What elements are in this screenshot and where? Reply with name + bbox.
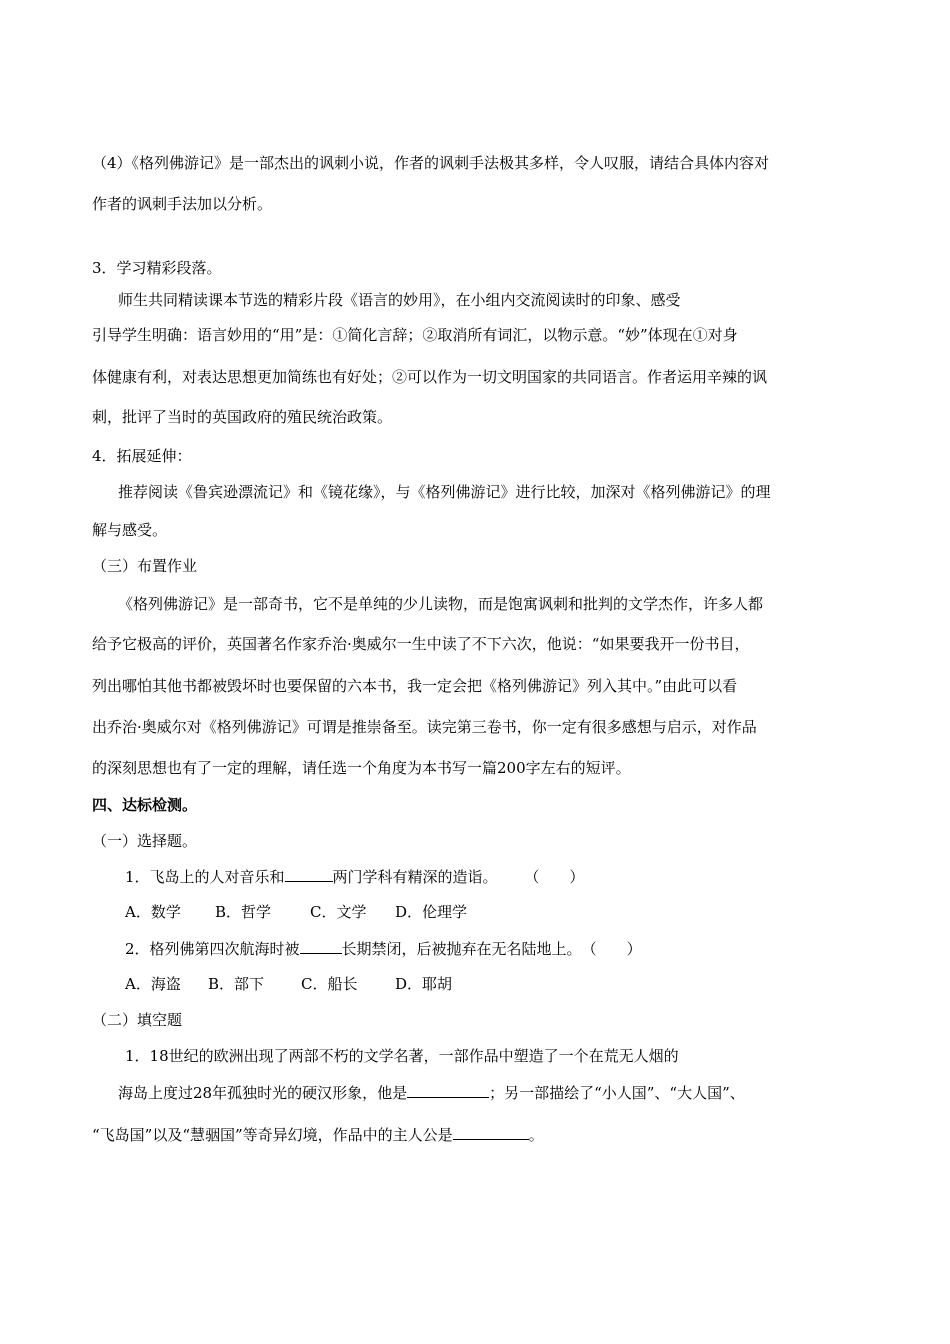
choice-heading: （一）选择题。	[92, 832, 198, 850]
q2-option-c: C．船长	[301, 975, 358, 993]
homework-line-4: 出乔治·奥威尔对《格列佛游记》可谓是推崇备至。读完第三卷书，你一定有很多感想与启示，对作品	[92, 718, 757, 736]
section-4-paragraph-line-1: 推荐阅读《鲁宾逊漂流记》和《镜花缘》，与《格列佛游记》进行比较，加深对《格列佛游记》的理	[118, 483, 771, 501]
q1-answer-paren[interactable]: （ ）	[524, 868, 585, 886]
q2-option-d: D．耶胡	[395, 975, 453, 993]
q1-blank[interactable]	[285, 866, 333, 882]
homework-line-3: 列出哪怕其他书都被毁坏时也要保留的六本书，我一定会把《格列佛游记》列入其中。”由此可以看	[92, 677, 738, 695]
q2-answer-paren[interactable]: （ ）	[581, 940, 642, 958]
fill-question-1-line-1: 1．18世纪的欧洲出现了两部不朽的文学名著，一部作品中塑造了一个在荒无人烟的	[125, 1047, 679, 1065]
q2-blank[interactable]	[300, 938, 342, 954]
f1-l2-text-before: 海岛上度过28年孤独时光的硬汉形象，他是	[118, 1084, 408, 1102]
q1-option-b: B．哲学	[215, 903, 272, 921]
q2-text-after: 长期禁闭，后被抛弃在无名陆地上。	[341, 940, 582, 958]
q1-text-after: 两门学科有精深的造诣。	[332, 868, 498, 886]
f1-l3-text-after: 。	[528, 1126, 544, 1144]
fill-question-1-line-2	[118, 1082, 745, 1103]
section-3-paragraph-1: 师生共同精读课本节选的精彩片段《语言的妙用》，在小组内交流阅读时的印象、感受	[118, 291, 681, 309]
section-4-paragraph-line-2: 解与感受。	[92, 521, 168, 539]
f1-blank-2[interactable]	[453, 1124, 529, 1140]
q1-option-a: A．数学	[125, 903, 181, 921]
homework-line-5: 的深刻思想也有了一定的理解，请任选一个角度为本书写一篇200字左右的短评。	[92, 759, 631, 777]
homework-heading: （三）布置作业	[92, 557, 198, 575]
q1-text-before: 1．飞岛上的人对音乐和	[125, 868, 285, 886]
homework-line-1: 《格列佛游记》是一部奇书，它不是单纯的少儿读物，而是饱寓讽刺和批判的文学杰作，许多人都	[118, 595, 764, 613]
choice-question-2	[125, 938, 642, 959]
q2-option-b: B．部下	[208, 975, 265, 993]
f1-l2-text-after: ；另一部描绘了“小人国”、“大人国”、	[489, 1084, 745, 1102]
section-3-heading: 3．学习精彩段落。	[92, 259, 222, 277]
q4-line-1: （4）《格列佛游记》是一部杰出的讽刺小说，作者的讽刺手法极其多样，令人叹服，请结合具体内容对	[92, 154, 770, 172]
section-3-paragraph-2-line-3: 刺，批评了当时的英国政府的殖民统治政策。	[92, 408, 393, 426]
f1-l3-text-before: “飞岛国”以及“慧骃国”等奇异幻境，作品中的主人公是	[92, 1126, 453, 1144]
q4-line-2: 作者的讽刺手法加以分析。	[92, 195, 273, 213]
q2-option-a: A．海盗	[125, 975, 181, 993]
q1-option-c: C．文学	[310, 903, 367, 921]
q1-option-d: D．伦理学	[395, 903, 468, 921]
f1-blank-1[interactable]	[407, 1082, 489, 1098]
fill-question-1-line-3	[92, 1124, 544, 1145]
section-3-paragraph-2-line-2: 体健康有利，对表达思想更加简练也有好处；②可以作为一切文明国家的共同语言。作者运用辛辣的讽	[92, 368, 768, 386]
test-heading: 四、达标检测。	[92, 796, 198, 814]
fill-heading: （二）填空题	[92, 1011, 183, 1029]
homework-line-2: 给予它极高的评价，英国著名作家乔治·奥威尔一生中读了不下六次，他说：“如果要我开一份书目，	[92, 635, 750, 653]
q2-text-before: 2．格列佛第四次航海时被	[125, 940, 300, 958]
choice-question-1	[125, 866, 584, 887]
section-4-heading: 4．拓展延伸：	[92, 447, 192, 465]
section-3-paragraph-2-line-1: 引导学生明确：语言妙用的“用”是：①简化言辞；②取消所有词汇，以物示意。“妙”体现在①对身	[92, 326, 738, 344]
